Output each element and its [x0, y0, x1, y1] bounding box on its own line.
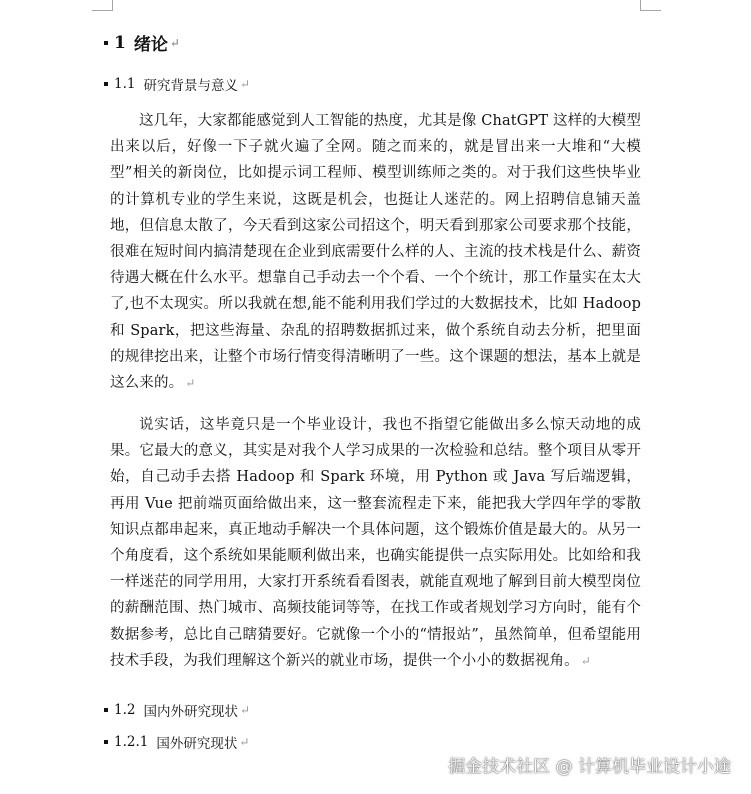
page-corner-mark-right — [640, 0, 661, 11]
heading-title: 绪论 — [133, 35, 168, 55]
heading-number: 1.2.1 — [114, 734, 149, 750]
body-paragraph-2[interactable] — [110, 412, 641, 674]
page-corner-mark-left — [92, 0, 113, 11]
paragraph-mark-icon: ↵ — [185, 376, 196, 391]
body-paragraph-1[interactable] — [110, 108, 641, 396]
heading-1[interactable] — [104, 30, 180, 55]
paragraph-mark-icon: ↵ — [239, 703, 251, 717]
heading-title: 研究背景与意义 — [143, 78, 238, 94]
paragraph-text: 说实话，这毕竟只是一个毕业设计，我也不指望它能做出多么惊天动地的成果。它最大的意义，其实是对我个人学习成果的一次检验和总结。整个项目从零开始，自己动手去搭 Hadoop 和 Spark 环境，用 Python 或 Java 写后端逻辑，再用 Vue 把前端页面给做出来，这一整套流程走下来，能把我大学四年学的零散知识点都串起来，真正地动手解决一个具体问题，这个锻炼价值是最大的。从另一个角度看，这个系统如果能顺利做出来，也确实能提供一点实际用处。比如给和我一样迷茫的同学用用，大家打开系统看看图表，就能直观地了解到目前大模型岗位的薪酬范围、热门城市、高频技能词等等，在找工作或者规划学习方向时，能有个数据参考，总比自己瞎猜要好。它就像一个小的“情报站”，虽然简单，但希望能用技术手段，为我们理解这个新兴的就业市场，提供一个小小的数据视角。 — [110, 417, 641, 669]
paragraph-text: 这几年，大家都能感觉到人工智能的热度，尤其是像 ChatGPT 这样的大模型出来以后，好像一下子就火遍了全网。随之而来的，就是冒出来一大堆和“大模型”相关的新岗位，比如提示词工程师、模型训练师之类的。对于我们这些快毕业的计算机专业的学生来说，这既是机会，也挺让人迷茫的。网上招聘信息铺天盖地，但信息太散了，今天看到这家公司招这个，明天看到那家公司要求那个技能，很难在短时间内搞清楚现在企业到底需要什么样的人、主流的技术栈是什么、薪资待遇大概在什么水平。想靠自己手动去一个个看、一个个统计，那工作量实在太大了,也不太现实。所以我就在想,能不能利用我们学过的大数据技术，比如 Hadoop 和 Spark，把这些海量、杂乱的招聘数据抓过来，做个系统自动去分析，把里面的规律挖出来，让整个市场行情变得清晰明了一些。这个课题的想法，基本上就是这么来的。 — [110, 113, 641, 392]
heading-title: 国内外研究现状 — [143, 704, 238, 720]
paragraph-mark-icon: ↵ — [239, 735, 250, 749]
heading-title: 国外研究现状 — [156, 736, 238, 752]
heading-number: 1.2 — [114, 702, 136, 718]
heading-number: 1 — [114, 32, 126, 53]
paragraph-mark-icon: ↵ — [239, 77, 251, 91]
paragraph-mark-icon: ↵ — [580, 653, 592, 668]
heading-bullet — [104, 708, 108, 712]
heading-1-1[interactable] — [104, 74, 250, 94]
paragraph-mark-icon: ↵ — [169, 35, 180, 50]
heading-1-2[interactable] — [104, 700, 250, 720]
heading-1-2-1[interactable] — [104, 732, 249, 752]
heading-bullet — [104, 740, 108, 744]
heading-number: 1.1 — [114, 76, 136, 92]
watermark: 掘金技术社区 @ 计算机毕业设计小途 — [448, 757, 731, 777]
heading-bullet — [104, 41, 108, 45]
heading-bullet — [104, 82, 108, 86]
